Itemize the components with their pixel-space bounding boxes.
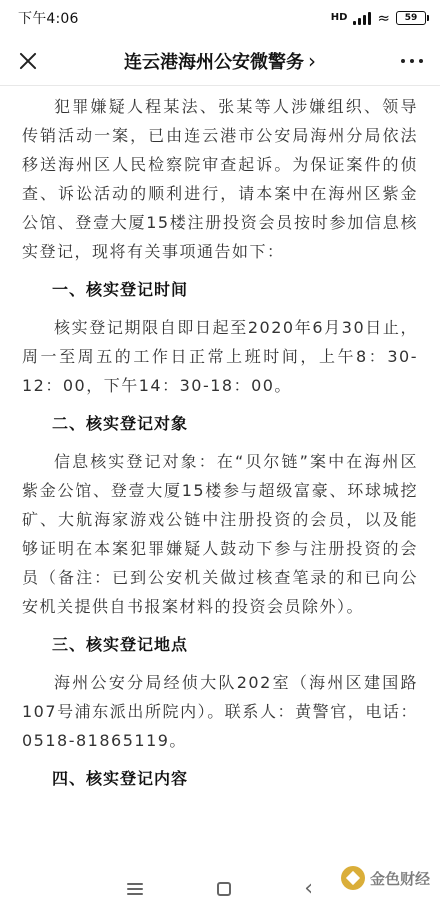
article-content[interactable] xyxy=(0,86,440,864)
logo-icon xyxy=(341,866,365,890)
status-bar xyxy=(0,0,440,36)
section-heading: 二、核实登记对象 xyxy=(52,414,189,433)
section-heading: 四、核实登记内容 xyxy=(52,769,189,788)
watermark-text: 金色财经 xyxy=(369,869,430,888)
more-icon[interactable] xyxy=(398,59,426,63)
home-icon[interactable] xyxy=(217,882,231,896)
wifi-icon: ≈ xyxy=(377,8,390,27)
section-body: 核实登记期限自即日起至2020年6月30日止，周一至周五的工作日正常上班时间，上午8：30-12：00，下午14：30-18：00。 xyxy=(22,318,418,395)
menu-icon[interactable] xyxy=(127,883,143,895)
watermark xyxy=(341,866,430,890)
section-body: 海州公安分局经侦大队202室（海州区建国路107号浦东派出所院内）。联系人：黄警官，电话：0518-81865119。 xyxy=(22,673,418,750)
chevron-right-icon: › xyxy=(308,48,316,73)
nav-bar xyxy=(0,36,440,86)
status-time: 下午4:06 xyxy=(18,11,79,27)
network-type: HD xyxy=(330,12,348,23)
section-heading: 三、核实登记地点 xyxy=(52,635,189,654)
section-heading: 一、核实登记时间 xyxy=(52,280,189,299)
status-icons xyxy=(330,8,426,27)
battery-icon xyxy=(396,11,426,25)
battery-level: 59 xyxy=(404,13,418,23)
article-intro: 犯罪嫌疑人程某法、张某等人涉嫌组织、领导传销活动一案，已由连云港市公安局海州分局依法移送海州区人民检察院审查起诉。为保证案件的侦查、诉讼活动的顺利进行，请本案中在海州区紫金公馆、登壹大厦15楼注册投资会员按时参加信息核实登记，现将有关事项通告如下： xyxy=(22,97,418,261)
page-title: 连云港海州公安微警务 xyxy=(124,51,304,73)
back-icon[interactable]: ‹ xyxy=(304,876,314,901)
account-title-link[interactable] xyxy=(124,48,316,74)
close-icon[interactable] xyxy=(14,47,42,75)
signal-icon xyxy=(353,11,371,25)
section-body: 信息核实登记对象：在“贝尔链”案中在海州区紫金公馆、登壹大厦15楼参与超级富豪、环球城挖矿、大航海家游戏公链中注册投资的会员，以及能够证明在本案犯罪嫌疑人鼓动下参与注册投资的会员（备注：已到公安机关做过核查笔录的和已向公安机关提供自书报案材料的投资会员除外）。 xyxy=(22,452,418,616)
